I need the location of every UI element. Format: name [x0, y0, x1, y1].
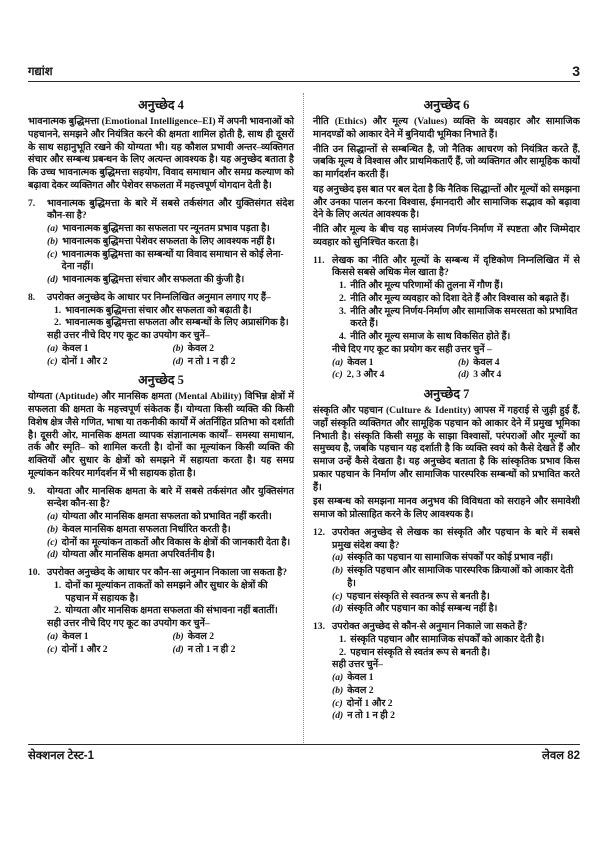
page-number: 3: [572, 63, 580, 79]
question-8-options: [47, 343, 294, 369]
question-12-option-b: (b) संस्कृति पहचान और सामाजिक पारस्परिक क्रियाओं को आकार देती है।: [332, 565, 574, 589]
question-8-text: उपरोक्त अनुच्छेद के आधार पर निम्नलिखित अनुमान लगाए गए हैं–: [47, 291, 271, 303]
question-8-option-d: (d) न तो 1 न ही 2: [172, 355, 236, 367]
question-11-statement-2: 2. नीति और मूल्य व्यवहार को दिशा देते हैं और विश्वास को बढ़ाते हैं।: [339, 292, 570, 304]
section-title-7: अनुच्छेद 7: [423, 387, 470, 401]
page-footer: [28, 744, 580, 763]
passage-6-para-3: यह अनुच्छेद इस बात पर बल देता है कि नैतिक सिद्धान्तों और मूल्यों को समझना और उनका पालन करना विश्वास, ईमानदारी और सामाजिक सद्भाव को बढ़ावा देने के लिए अत्यंत आवश्यक है।: [313, 183, 580, 221]
section-title-5: अनुच्छेद 5: [138, 373, 184, 388]
passage-4: भावनात्मक बुद्धिमत्ता (Emotional Intelligence–EI) में अपनी भावनाओं को पहचानने, समझने और नियंत्रित करने की क्षमता शामिल होती है, साथ ही दूसरों के साथ सहानुभूति रखने की योग्यता भी। यह कौशल प्रभावी अन्तर–व्यक्तिगत संचार और सम्बन्ध प्रबन्धन के लिए अत्यन्त आवश्यक है। यह अनुच्छेद बताता है कि उच्च भावनात्मक बुद्धिमत्ता सहयोग, विवाद समाधान और समग्र कल्याण को बढ़ावा देकर व्यक्तिगत और पेशेवर सफलता में महत्त्वपूर्ण योगदान देती है।: [28, 116, 294, 191]
question-9-option-b: (b) केवल मानसिक क्षमता सफलता निर्धारित करती है।: [47, 523, 231, 535]
running-head: गद्यांश: [28, 66, 53, 78]
question-13: [313, 621, 580, 723]
question-10-option-a: (a) केवल 1: [47, 630, 89, 642]
question-11-statement-3: 3. नीति और मूल्य निर्णय-निर्माण और सामाजिक समरसता को प्रभावित करते हैं।: [339, 305, 578, 330]
question-12-option-d: (d) संस्कृति और पहचान का कोई सम्बन्ध नहीं है।: [332, 603, 498, 615]
question-11-option-c: (c) 2, 3 और 4: [332, 369, 385, 381]
page-content: [28, 93, 580, 743]
question-10-code-line: सही उत्तर नीचे दिए गए कूट का उपयोग कर चुनें–: [47, 618, 210, 629]
question-11-options: [332, 357, 580, 383]
question-8-head: [28, 292, 294, 305]
footer-test-label: सेक्शनल टेस्ट-1: [28, 750, 94, 762]
passage-6-para-2: नीति उन सिद्धान्तों से सम्बन्धित है, जो नैतिक आचरण को नियंत्रित करते हैं, जबकि मूल्य वे विश्वास और प्राथमिकताएँ हैं, जो व्यक्तिगत और सामूहिक कार्यों का मार्गदर्शन करती हैं।: [313, 143, 580, 180]
question-10-head: [28, 567, 294, 580]
passage-7-para-2: इस सम्बन्ध को समझना मानव अनुभव की विविधता को सराहने और समावेशी समाज को प्रोत्साहित करने के लिए आवश्यक है।: [313, 496, 580, 520]
left-column: [28, 93, 304, 743]
question-10-option-d: (d) न तो 1 न ही 2: [172, 643, 236, 655]
question-10-text: उपरोक्त अनुच्छेद के आधार पर कौन-सा अनुमान निकाला जा सकता है?: [47, 567, 288, 578]
question-9-head: [28, 486, 294, 512]
question-10-statement-2: 2. योग्यता और मानसिक क्षमता सफलता की संभावना नहीं बतातीं।: [54, 605, 278, 617]
question-13-statement-1: 1. संस्कृति पहचान और सामाजिक संपर्कों को आकार देती है।: [339, 633, 545, 645]
question-11-option-a: (a) केवल 1: [332, 356, 374, 368]
question-12-head: [313, 527, 580, 553]
page-header: [28, 63, 580, 82]
question-10-option-c: (c) दोनों 1 और 2: [47, 643, 108, 655]
question-7-option-c: (c) भावनात्मक बुद्धिमत्ता का सम्बन्धों या विवाद समाधान से कोई लेना-देना नहीं।: [47, 248, 284, 273]
question-13-head: [313, 621, 580, 634]
question-9-option-c: (c) दोनों का मूल्यांकन ताकतों और विकास के क्षेत्रों की जानकारी देता है।: [47, 536, 291, 548]
question-11-text: लेखक का नीति और मूल्यों के सम्बन्ध में दृष्टिकोण निम्नलिखित में से किससे सबसे अधिक मेल खाता है?: [332, 254, 580, 279]
section-title-4: अनुच्छेद 4: [138, 98, 184, 112]
question-8-option-b: (b) केवल 2: [172, 342, 215, 354]
question-13-option-a: (a) केवल 1: [332, 672, 374, 683]
question-9-option-a: (a) योग्यता और मानसिक क्षमता सफलता को प्रभावित नहीं करती।: [47, 511, 272, 522]
question-8-code-line: सही उत्तर नीचे दिए गए कूट का उपयोग कर चुनें–: [47, 330, 210, 341]
question-13-statement-2: 2. पहचान संस्कृति से स्वतंत्र रूप से बनती है।: [339, 646, 491, 658]
question-13-text: उपरोक्त अनुच्छेद से कौन-से अनुमान निकाले जा सकते हैं?: [332, 621, 528, 632]
question-7-option-b: (b) भावनात्मक बुद्धिमत्ता पेशेवर सफलता के लिए आवश्यक नहीं है।: [47, 235, 276, 247]
question-9: [28, 486, 294, 563]
passage-7-para-1: संस्कृति और पहचान (Culture & Identity) आपस में गहराई से जुड़ी हुई हैं, जहाँ संस्कृति व्यक्तिगत और सामूहिक पहचान को आकार देने में प्रमुख भूमिका निभाती है। संस्कृति किसी समूह के साझा विश्वासों, परंपराओं और मूल्यों का समुच्चय है, जबकि पहचान यह दर्शाती है कि व्यक्ति स्वयं को कैसे देखते हैं और समाज उन्हें कैसे देखता है। यह अनुच्छेद बताता है कि सांस्कृतिक प्रभाव किस प्रकार पहचान के निर्माण और सामाजिक पारस्परिक सम्बन्धों को प्रभावित करते हैं।: [313, 405, 580, 493]
footer-level-label: लेवल 82: [542, 750, 580, 762]
question-11-option-d: (d) 3 और 4: [458, 369, 502, 381]
question-12-number: 12.: [313, 526, 325, 538]
question-11-head: [313, 255, 580, 281]
question-13-option-d: (d) न तो 1 न ही 2: [332, 710, 395, 722]
question-10-statement-1: 1. दोनों का मूल्यांकन ताकतों को समझने और सुधार के क्षेत्रों की पहचान में सहायक है।: [54, 579, 268, 604]
question-10-number: 10.: [28, 567, 40, 578]
question-11-option-b: (b) केवल 4: [458, 356, 500, 368]
question-8-statement-2: 2. भावनात्मक बुद्धिमत्ता सफलता और सम्बन्धों के लिए अप्रासंगिक है।: [54, 317, 289, 329]
question-7-text: भावनात्मक बुद्धिमत्ता के बारे में सबसे तर्कसंगत और युक्तिसंगत संदेश कौन-सा है?: [47, 197, 294, 222]
question-13-option-c: (c) दोनों 1 और 2: [332, 697, 393, 709]
right-column: [304, 93, 580, 743]
question-7-option-a: (a) भावनात्मक बुद्धिमत्ता का सफलता पर न्यूनतम प्रभाव पड़ता है।: [47, 223, 270, 234]
question-9-option-d: (d) योग्यता और मानसिक क्षमता अपरिवर्तनीय है।: [47, 549, 215, 561]
question-12: [313, 527, 580, 616]
question-11-code-line: नीचे दिए गए कूट का प्रयोग कर सही उत्तर चुनें –: [332, 343, 492, 355]
question-10-option-b: (b) केवल 2: [172, 630, 215, 642]
question-13-option-b: (b) केवल 2: [332, 684, 374, 696]
question-9-number: 9.: [28, 485, 36, 497]
passage-6-para-1: नीति (Ethics) और मूल्य (Values) व्यक्ति के व्यवहार और सामाजिक मानदण्डों को आकार देने में बुनियादी भूमिका निभाते हैं।: [313, 116, 580, 140]
question-11-statement-4: 4. नीति और मूल्य समाज के साथ विकसित होते हैं।: [339, 331, 511, 342]
question-11-statement-1: 1. नीति और मूल्य परिणामों की तुलना में गौण हैं।: [339, 280, 504, 291]
question-8-number: 8.: [28, 291, 36, 303]
question-7: [28, 198, 294, 287]
question-8: [28, 292, 294, 369]
question-12-option-c: (c) पहचान संस्कृति से स्वतन्त्र रूप से बनती है।: [332, 590, 490, 602]
question-7-number: 7.: [28, 197, 36, 209]
question-11-number: 11.: [313, 254, 325, 266]
question-10-options: [47, 631, 294, 657]
question-13-code-line: सही उत्तर चुनें–: [332, 659, 383, 671]
question-10: [28, 567, 294, 656]
passage-6-para-4: नीति और मूल्य के बीच यह सामंजस्य निर्णय-निर्माण में स्पष्टता और जिम्मेदार व्यवहार को सुनिश्चित करता है।: [313, 224, 580, 248]
passage-5: योग्यता (Aptitude) और मानसिक क्षमता (Mental Ability) विभिन्न क्षेत्रों में सफलता की क्षमता के महत्त्वपूर्ण संकेतक हैं। योग्यता किसी व्यक्ति की किसी विशेष क्षेत्र जैसे गणित, भाषा या तकनीकी कार्यों में अंतर्निहित प्रतिभा को दर्शाती है। दूसरी ओर, मानसिक क्षमता व्यापक संज्ञानात्मक कार्यों– समस्या समाधान, तर्क और स्मृति– को शामिल करती है। दोनों का मूल्यांकन किसी व्यक्ति की शक्तियों और सुधार के क्षेत्रों को समझने में सहायता करता है। यह समग्र मूल्यांकन करियर मार्गदर्शन में भी सहायक होता है।: [28, 391, 294, 479]
question-11: [313, 255, 580, 383]
question-12-text: उपरोक्त अनुच्छेद से लेखक का संस्कृति और पहचान के बारे में सबसे प्रमुख संदेश क्या है?: [332, 526, 580, 551]
question-12-option-a: (a) संस्कृति का पहचान या सामाजिक संपर्कों पर कोई प्रभाव नहीं।: [332, 552, 554, 564]
question-8-statement-1: 1. भावनात्मक बुद्धिमत्ता संचार और सफलता को बढ़ाती है।: [54, 304, 252, 316]
question-9-text: योग्यता और मानसिक क्षमता के बारे में सबसे तर्कसंगत और युक्तिसंगत सन्देश कौन-सा है?: [47, 485, 294, 510]
question-8-option-c: (c) दोनों 1 और 2: [47, 355, 108, 367]
question-8-option-a: (a) केवल 1: [47, 342, 89, 354]
section-title-6: अनुच्छेद 6: [423, 98, 470, 112]
question-7-head: [28, 198, 294, 224]
question-13-number: 13.: [313, 621, 325, 632]
question-7-option-d: (d) भावनात्मक बुद्धिमत्ता संचार और सफलता की कुंजी है।: [47, 274, 245, 285]
